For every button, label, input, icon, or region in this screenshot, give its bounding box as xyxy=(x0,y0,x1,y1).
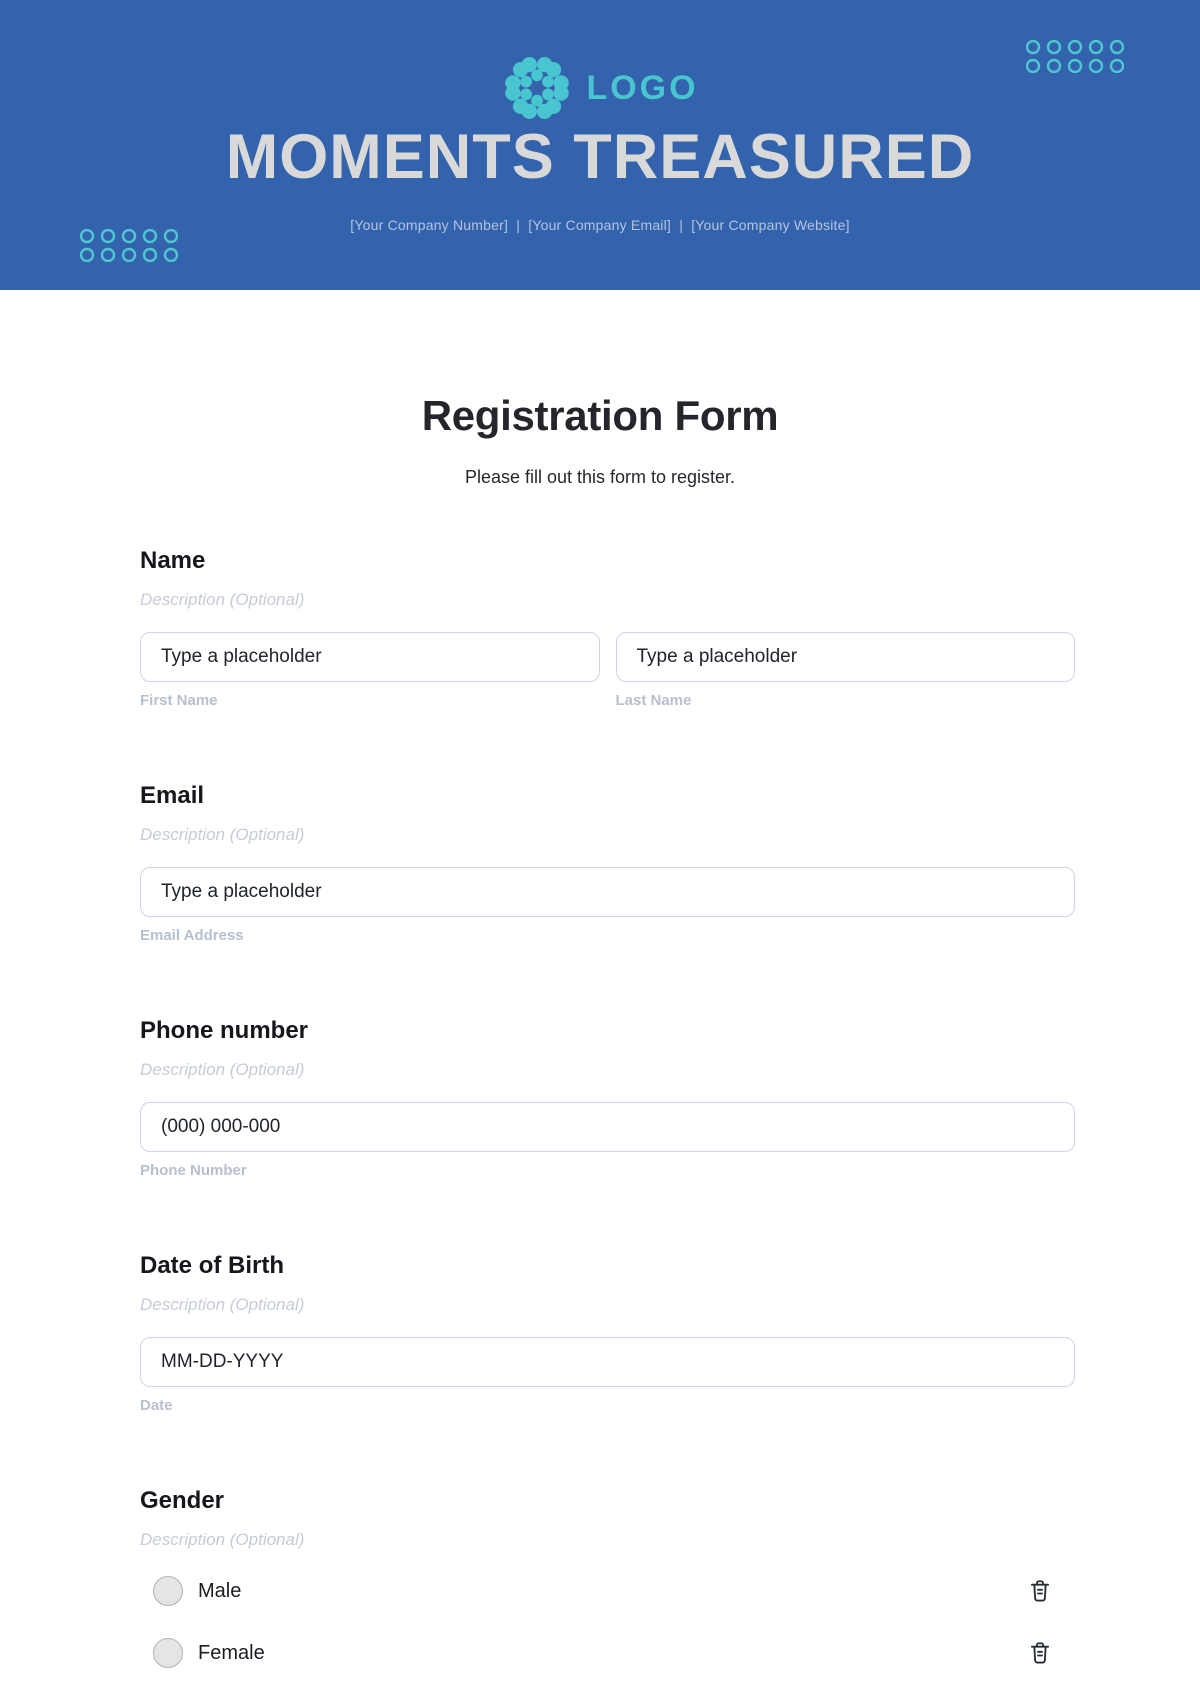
phone-input[interactable] xyxy=(140,1102,1075,1152)
last-name-sublabel: Last Name xyxy=(615,692,692,710)
radio-female-label: Female xyxy=(198,1641,265,1664)
radio-female[interactable] xyxy=(153,1638,183,1668)
phone-sublabel: Phone Number xyxy=(140,1162,247,1180)
section-name-label: Name xyxy=(140,547,206,575)
gender-option-male-row xyxy=(140,1576,1075,1606)
dob-input[interactable] xyxy=(140,1337,1075,1387)
company-name: MOMENTS TREASURED xyxy=(225,122,975,192)
section-phone xyxy=(140,1018,1075,1180)
section-name-description: Description (Optional) xyxy=(140,590,305,610)
radio-male-label: Male xyxy=(198,1579,242,1602)
dob-sublabel: Date xyxy=(140,1397,173,1415)
header-banner xyxy=(0,0,1200,290)
decorative-dots-top-right xyxy=(1026,40,1124,73)
section-email-label: Email xyxy=(140,782,205,810)
first-name-sublabel: First Name xyxy=(140,692,218,710)
section-gender-label: Gender xyxy=(140,1487,225,1515)
company-contact-line: [Your Company Number] | [Your Company Email] | [Your Company Website] xyxy=(350,217,850,233)
section-email xyxy=(140,783,1075,945)
logo-text: LOGO xyxy=(586,69,699,107)
trash-icon xyxy=(1027,1640,1053,1666)
trash-icon xyxy=(1027,1578,1053,1604)
last-name-input[interactable] xyxy=(616,632,1076,682)
logo-cluster-icon xyxy=(501,52,573,124)
radio-male[interactable] xyxy=(153,1576,183,1606)
last-name-field-group xyxy=(616,610,1076,710)
section-dob-description: Description (Optional) xyxy=(140,1295,305,1315)
section-dob xyxy=(140,1253,1075,1415)
logo xyxy=(501,52,698,124)
page-subtitle: Please fill out this form to register. xyxy=(464,467,736,488)
first-name-field-group xyxy=(140,610,600,710)
delete-option-female-button[interactable] xyxy=(1027,1640,1053,1666)
section-email-description: Description (Optional) xyxy=(140,825,305,845)
email-input[interactable] xyxy=(140,867,1075,917)
first-name-input[interactable] xyxy=(140,632,600,682)
section-dob-label: Date of Birth xyxy=(140,1252,284,1280)
page-title: Registration Form xyxy=(421,392,779,439)
section-gender-description: Description (Optional) xyxy=(140,1530,305,1550)
section-name xyxy=(140,548,1075,710)
section-phone-description: Description (Optional) xyxy=(140,1060,305,1080)
section-phone-label: Phone number xyxy=(140,1017,309,1045)
delete-option-male-button[interactable] xyxy=(1027,1578,1053,1604)
email-sublabel: Email Address xyxy=(140,927,244,945)
form-body xyxy=(140,548,1075,1668)
gender-option-female-row xyxy=(140,1638,1075,1668)
decorative-dots-bottom-left xyxy=(80,229,178,262)
section-gender xyxy=(140,1488,1075,1668)
